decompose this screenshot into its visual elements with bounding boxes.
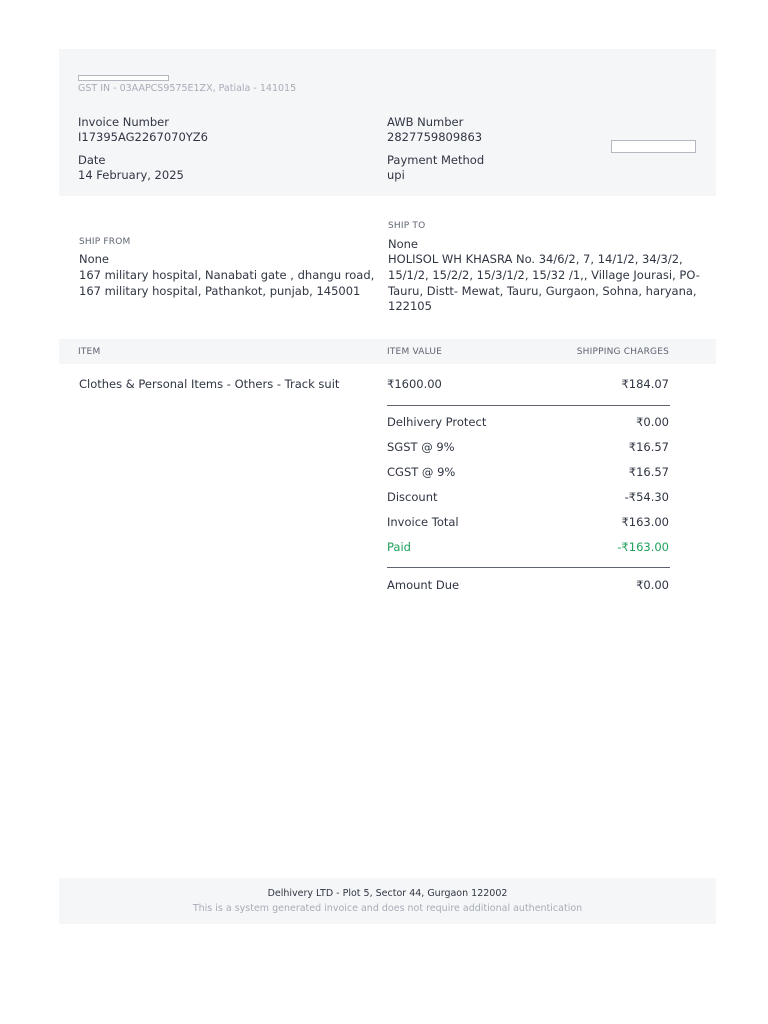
summary-amount-discount: -₹54.30 [624, 490, 669, 504]
item-shipping-charge: ₹184.07 [621, 377, 669, 391]
summary-amount-sgst: ₹16.57 [628, 440, 669, 454]
invoice-number-label: Invoice Number [78, 115, 169, 129]
amount-due-value: ₹0.00 [636, 578, 669, 592]
summary-amount-invoice-total: ₹163.00 [621, 515, 669, 529]
item-description: Clothes & Personal Items - Others - Track suit [79, 377, 340, 391]
company-logo-placeholder [78, 75, 169, 81]
ship-from-caption: SHIP FROM [79, 237, 131, 247]
ship-from-name: None [79, 252, 110, 266]
awb-number-label: AWB Number [387, 115, 464, 129]
awb-number: 2827759809863 [387, 130, 483, 144]
summary-label-discount: Discount [387, 490, 438, 504]
amount-due-label: Amount Due [387, 578, 460, 592]
ship-from-address: 167 military hospital, Nanabati gate , dhangu road, 167 military hospital, Pathankot, punjab, 145001 [79, 268, 375, 298]
date-label: Date [78, 153, 106, 167]
column-header-shipping-charges: SHIPPING CHARGES [576, 347, 669, 357]
barcode-placeholder [611, 140, 696, 153]
column-header-item-value: ITEM VALUE [387, 347, 443, 357]
summary-amount-delhivery-protect: ₹0.00 [636, 415, 669, 429]
summary-label-sgst: SGST @ 9% [387, 440, 455, 454]
invoice-number: I17395AG2267070YZ6 [78, 130, 208, 144]
summary-divider-bottom [387, 567, 670, 568]
item-value: ₹1600.00 [387, 377, 442, 391]
items-table-header [59, 339, 716, 364]
invoice-footer [59, 878, 716, 924]
payment-method: upi [387, 168, 405, 182]
summary-amount-cgst: ₹16.57 [628, 465, 669, 479]
ship-to-caption: SHIP TO [388, 221, 426, 231]
invoice-header [59, 49, 716, 196]
column-header-item: ITEM [78, 347, 101, 357]
invoice-date: 14 February, 2025 [78, 168, 184, 182]
ship-to-name: None [388, 237, 419, 251]
summary-divider-top [387, 405, 670, 406]
summary-label-delhivery-protect: Delhivery Protect [387, 415, 487, 429]
gst-line: GST IN - 03AAPCS9575E1ZX, Patiala - 141015 [78, 83, 297, 94]
payment-method-label: Payment Method [387, 153, 485, 167]
footer-note: This is a system generated invoice and does not require additional authentication [192, 903, 583, 914]
summary-amount-paid: -₹163.00 [617, 540, 669, 554]
footer-company-line: Delhivery LTD - Plot 5, Sector 44, Gurgaon 122002 [267, 888, 508, 899]
summary-label-paid: Paid [387, 540, 411, 554]
summary-label-cgst: CGST @ 9% [387, 465, 456, 479]
summary-label-invoice-total: Invoice Total [387, 515, 459, 529]
ship-to-address: HOLISOL WH KHASRA No. 34/6/2, 7, 14/1/2, 34/3/2, 15/1/2, 15/2/2, 15/3/1/2, 15/32 /1,, Village Jourasi, PO- Tauru, Distt- Mewat, Tauru, Gurgaon, Sohna, haryana, 122105 [388, 252, 700, 314]
